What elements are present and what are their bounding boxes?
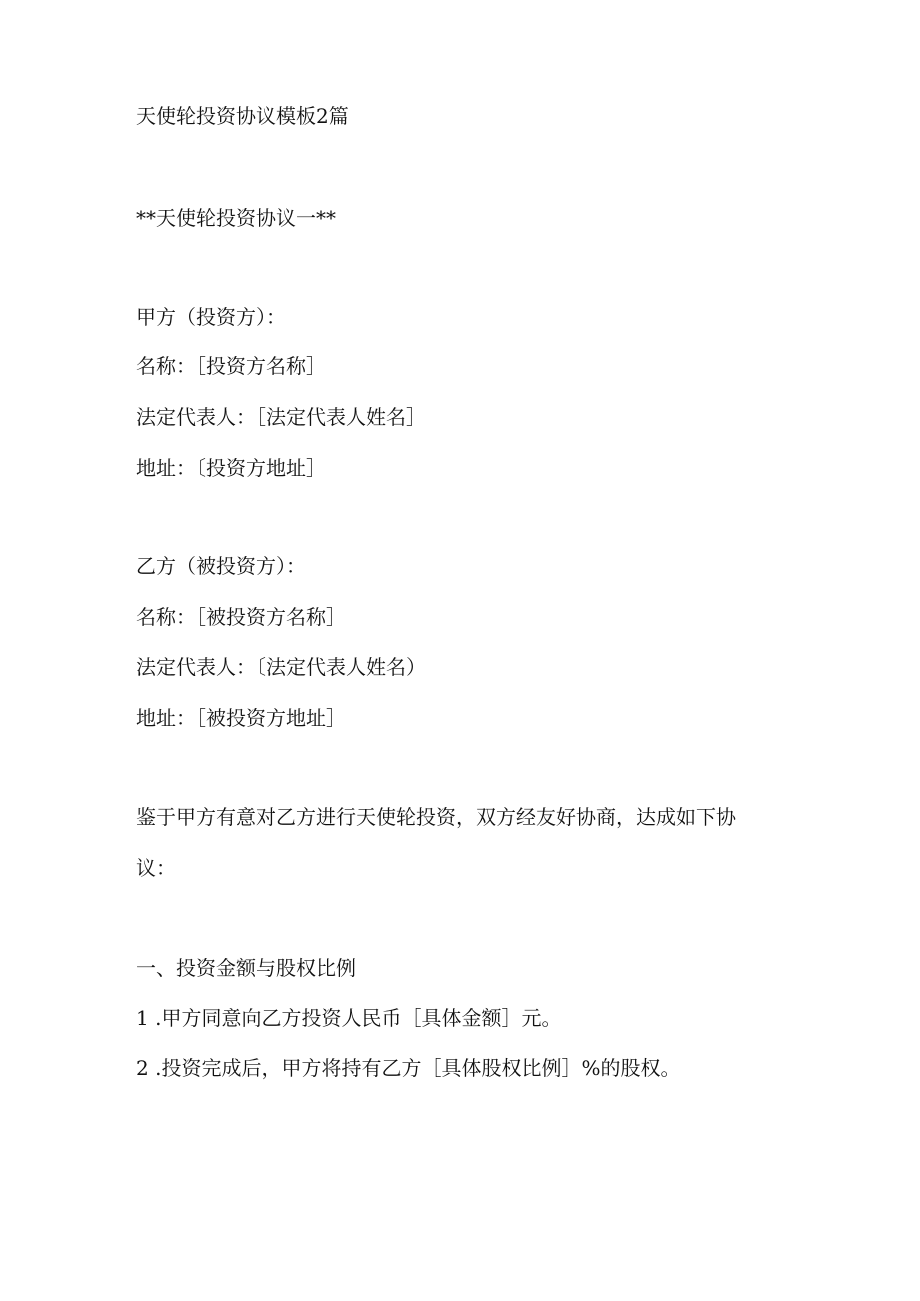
party-b-representative: 法定代表人：〔法定代表人姓名） bbox=[136, 655, 426, 679]
party-a-address: 地址：〔投资方地址］ bbox=[136, 456, 326, 480]
party-a-heading: 甲方（投资方）： bbox=[136, 305, 286, 329]
party-b-address: 地址：［被投资方地址］ bbox=[136, 706, 346, 730]
party-a-representative: 法定代表人：［法定代表人姓名］ bbox=[136, 405, 426, 429]
section-1-heading: 一、投资金额与股权比例 bbox=[136, 956, 356, 980]
section-1-item-2: 2 .投资完成后，甲方将持有乙方［具体股权比例］%的股权。 bbox=[136, 1056, 681, 1080]
agreement-heading: **天使轮投资协议一** bbox=[136, 206, 336, 230]
party-b-heading: 乙方（被投资方）： bbox=[136, 554, 306, 578]
document-title: 天使轮投资协议模板2篇 bbox=[136, 104, 349, 128]
party-a-name: 名称：［投资方名称］ bbox=[136, 354, 326, 378]
preamble-line-2: 议： bbox=[136, 856, 176, 880]
section-1-item-1: 1 .甲方同意向乙方投资人民币［具体金额］元。 bbox=[136, 1006, 562, 1030]
preamble-line-1: 鉴于甲方有意对乙方进行天使轮投资，双方经友好协商，达成如下协 bbox=[136, 805, 736, 829]
party-b-name: 名称：［被投资方名称］ bbox=[136, 605, 346, 629]
